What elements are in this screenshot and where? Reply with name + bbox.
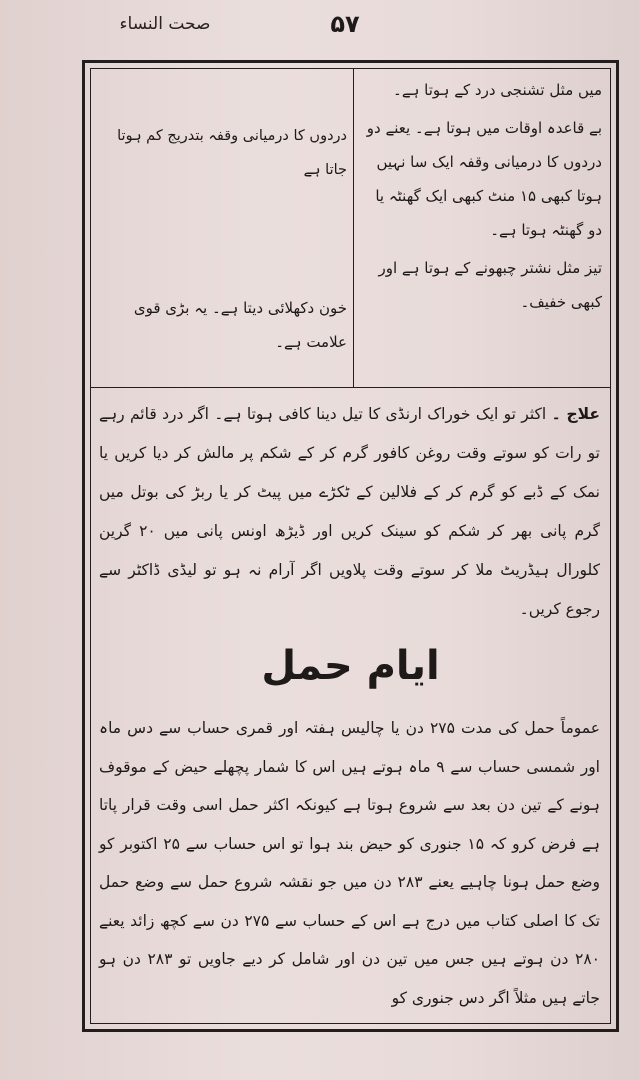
treatment-lead: علاج ۔ bbox=[551, 405, 600, 423]
running-title: صحت النساء bbox=[119, 14, 211, 34]
symptom-table bbox=[91, 69, 610, 388]
table-left-top-cell: دردوں کا درمیانی وقفہ بتدریج کم ہوتا جاتا ہے bbox=[117, 128, 347, 178]
frame-inner bbox=[90, 68, 611, 1024]
section-heading: ایام حمل bbox=[261, 643, 440, 689]
page-frame bbox=[82, 60, 619, 1032]
treatment-text: اکثر تو ایک خوراک ارنڈی کا تیل دینا کافی ہوتا ہے۔ اگر درد قائم رہے تو رات کو سوتے وقت روغن کافور گرم کر کے شکم پر مالش کر دیا کریں یا نمک کے ڈبے کو گرم کر کے فلالین کے ٹکڑے میں پیٹ کر یا ربڑ کی بوتل میں گرم پانی بھر کر شکم کو سینک کریں اور ڈیڑھ اونس پانی میں ۲۰ گرین کلورال ہیڈریٹ ملا کر سوتے وقت پلاویں اگر آرام نہ ہو تو لیڈی ڈاکٹر سے رجوع کریں۔ bbox=[99, 405, 600, 618]
treatment-paragraph bbox=[99, 395, 600, 629]
right-cell-line-3: تیز مثل نشتر چبھونے کے ہوتا ہے اور کبھی خفیف۔ bbox=[378, 259, 602, 311]
section-body: عموماً حمل کی مدت ۲۷۵ دن یا چالیس ہفتہ اور قمری حساب سے دس ماہ اور شمسی حساب سے ۹ ماہ ہوتے ہیں اس کا شمار پچھلے حیض کے موقوف ہونے کے تین دن بعد سے شروع ہوتا ہے کیونکہ اکثر حمل اسی وقت قرار پاتا ہے فرض کرو کہ ۱۵ جنوری کو حیض بند ہوا تو اس حساب سے ۲۵ اکتوبر کو وضع حمل ہونا چاہیے یعنے ۲۸۳ دن میں جو نقشہ شروع حمل سے وضع حمل تک کا اصلی کتاب میں درج ہے اس کے حساب سے ۲۷۵ دن سے کچھ زائد یعنے ۲۸۰ دن ہوتے ہیں جس میں تین دن اور شامل کر دیے جاویں تو ۲۸۳ دن ہو جاتے ہیں مثلاً اگر دس جنوری کو bbox=[99, 719, 601, 1007]
right-cell-line-1: میں مثل تشنجی درد کے ہوتا ہے۔ bbox=[393, 81, 602, 99]
column-divider bbox=[353, 69, 354, 387]
page-number: ۵۷ bbox=[330, 10, 360, 38]
right-cell-line-2: بے قاعدہ اوقات میں ہوتا ہے۔ یعنے دو دردوں کا درمیانی وقفہ ایک سا نہیں ہوتا کبھی ۱۵ منٹ کبھی ایک گھنٹہ یا دو گھنٹہ ہوتا ہے۔ bbox=[366, 119, 602, 239]
table-left-bottom-cell: خون دکھلائی دیتا ہے۔ یہ بڑی قوی علامت ہے۔ bbox=[133, 299, 347, 351]
table-right-column bbox=[363, 73, 602, 319]
